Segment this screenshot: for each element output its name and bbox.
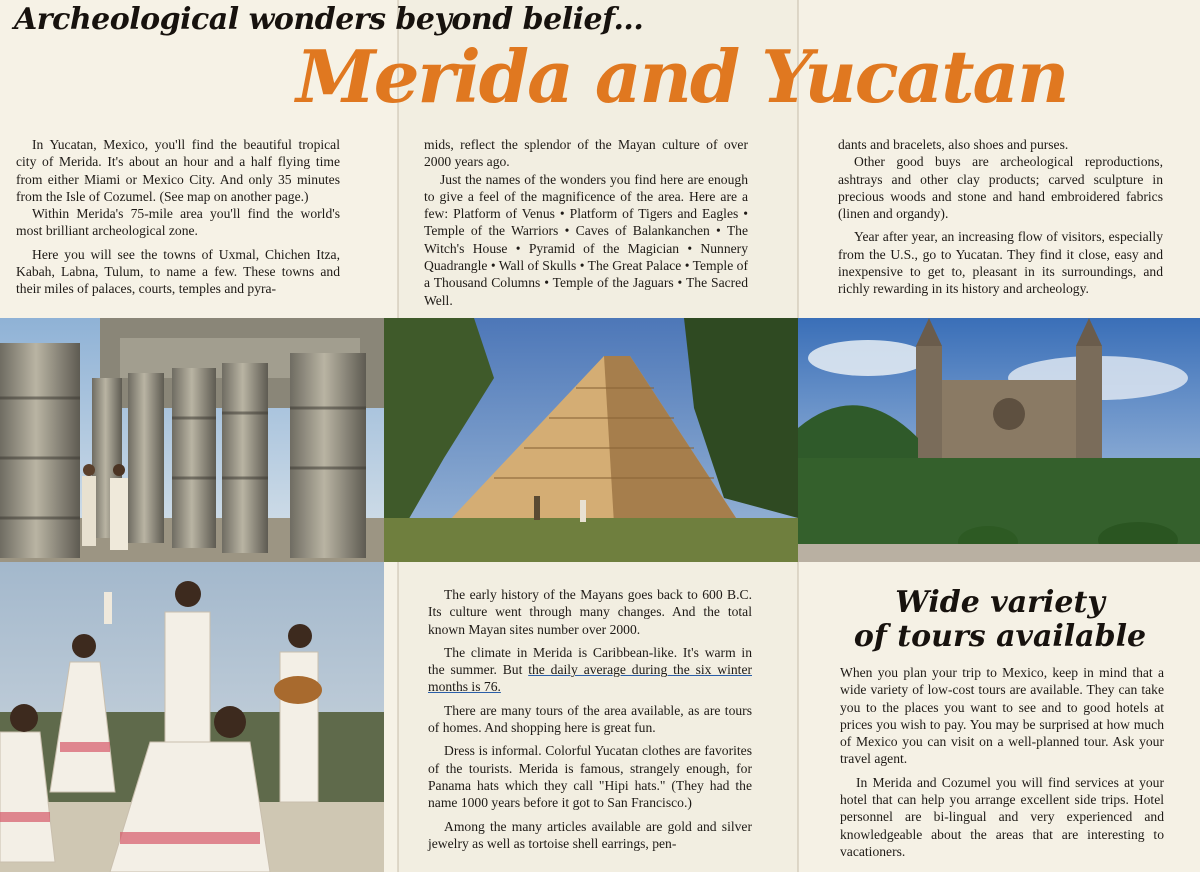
tagline: Archeological wonders beyond belief...: [14, 2, 644, 37]
tours-heading: [830, 586, 1170, 654]
tours-heading-line-2: of tours available: [853, 619, 1147, 654]
col2-paragraph-1: mids, reflect the splendor of the Mayan culture of over 2000 years ago.: [424, 137, 748, 170]
underlined-temperature-text: the daily average during the six winter months is 76.: [428, 662, 752, 695]
photo-cathedral: [798, 318, 1200, 562]
col4-paragraph-1: The early history of the Mayans goes back to 600 B.C. Its culture went through many changes. And the total known Mayan sites number over 2000.: [428, 587, 752, 637]
col3-paragraph-1: dants and bracelets, also shoes and purses.: [838, 137, 1069, 152]
photo-thousand-columns: [0, 318, 384, 562]
page-title: Merida and Yucatan: [296, 34, 1068, 119]
col4-paragraph-2: [428, 644, 752, 696]
photo-folk-dancers: [0, 562, 384, 872]
tours-heading-line-1: Wide variety: [895, 585, 1105, 620]
col4-paragraph-3: There are many tours of the area available, as are tours of homes. And shopping here is great fun.: [428, 702, 752, 736]
col1-paragraph-1: In Yucatan, Mexico, you'll find the beautiful tropical city of Merida. It's about an hour and a half flying time from either Miami or Mexico City. And only 35 minutes from the Isle of Cozumel. (See map on another page.): [16, 137, 340, 204]
col1-paragraph-3: Here you will see the towns of Uxmal, Chichen Itza, Kabah, Labna, Tulum, to name a few. These towns and their miles of palaces, courts, temples and pyra-: [16, 246, 340, 297]
tours-paragraph-2: In Merida and Cozumel you will find services at your hotel that can help you arrange excellent side trips. Hotel personnel are bi-lingual and very experienced and knowledgeable about the areas that are interesting to vacationers.: [840, 774, 1164, 859]
tours-paragraph-1: When you plan your trip to Mexico, keep in mind that a wide variety of low-cost tours are available. They can take you to the places you want to see and to good hotels at prices you wish to pay. You may be surprised at how much of Mexico you can visit on a well-planned tour. Ask your travel agent.: [840, 665, 1164, 767]
text-column-1: [16, 136, 340, 304]
col1-paragraph-2: Within Merida's 75-mile area you'll find the world's most brilliant archeological zone.: [16, 206, 340, 239]
text-column-2: [424, 136, 748, 315]
col3-paragraph-3: Year after year, an increasing flow of visitors, especially from the U.S., go to Yucatan. They find it close, easy and inexpensive to get to, pleasant in its surroundings, and richly rewarding in its history and archeology.: [838, 229, 1163, 297]
col4-paragraph-4: Dress is informal. Colorful Yucatan clothes are favorites of the tourists. Merida is famous, strangely enough, for Panama hats which they call "Hipi hats." (They had the name 1000 years before it got to San Francisco.): [428, 743, 752, 811]
col4-paragraph-5: Among the many articles available are gold and silver jewelry as well as tortoise shell earrings, pen-: [428, 818, 752, 851]
climate-text: The climate in Merida is Caribbean-like. It's warm in the summer. But: [428, 644, 752, 678]
col3-paragraph-2: Other good buys are archeological reproductions, ashtrays and other clay products; carved sculpture in precious woods and stone and hand embroidered fabrics (linen and organdy).: [838, 154, 1163, 222]
text-column-4: [428, 586, 752, 858]
text-column-3: [838, 136, 1163, 304]
text-column-tours: [840, 664, 1164, 866]
col2-paragraph-2: Just the names of the wonders you find here are enough to give a feel of the magnificence of the area. Here are a few: Platform of Venus • Platform of Tigers and Eagles • Temple of the Warriors • Caves of Balankanchen • The Witch's House • Pyramid of the Magician • Nunnery Quadrangle • Wall of Skulls • The Great Palace • Temple of a Thousand Columns • Temple of the Jaguars • The Sacred Well.: [424, 171, 748, 308]
photo-pyramid: [384, 318, 798, 562]
